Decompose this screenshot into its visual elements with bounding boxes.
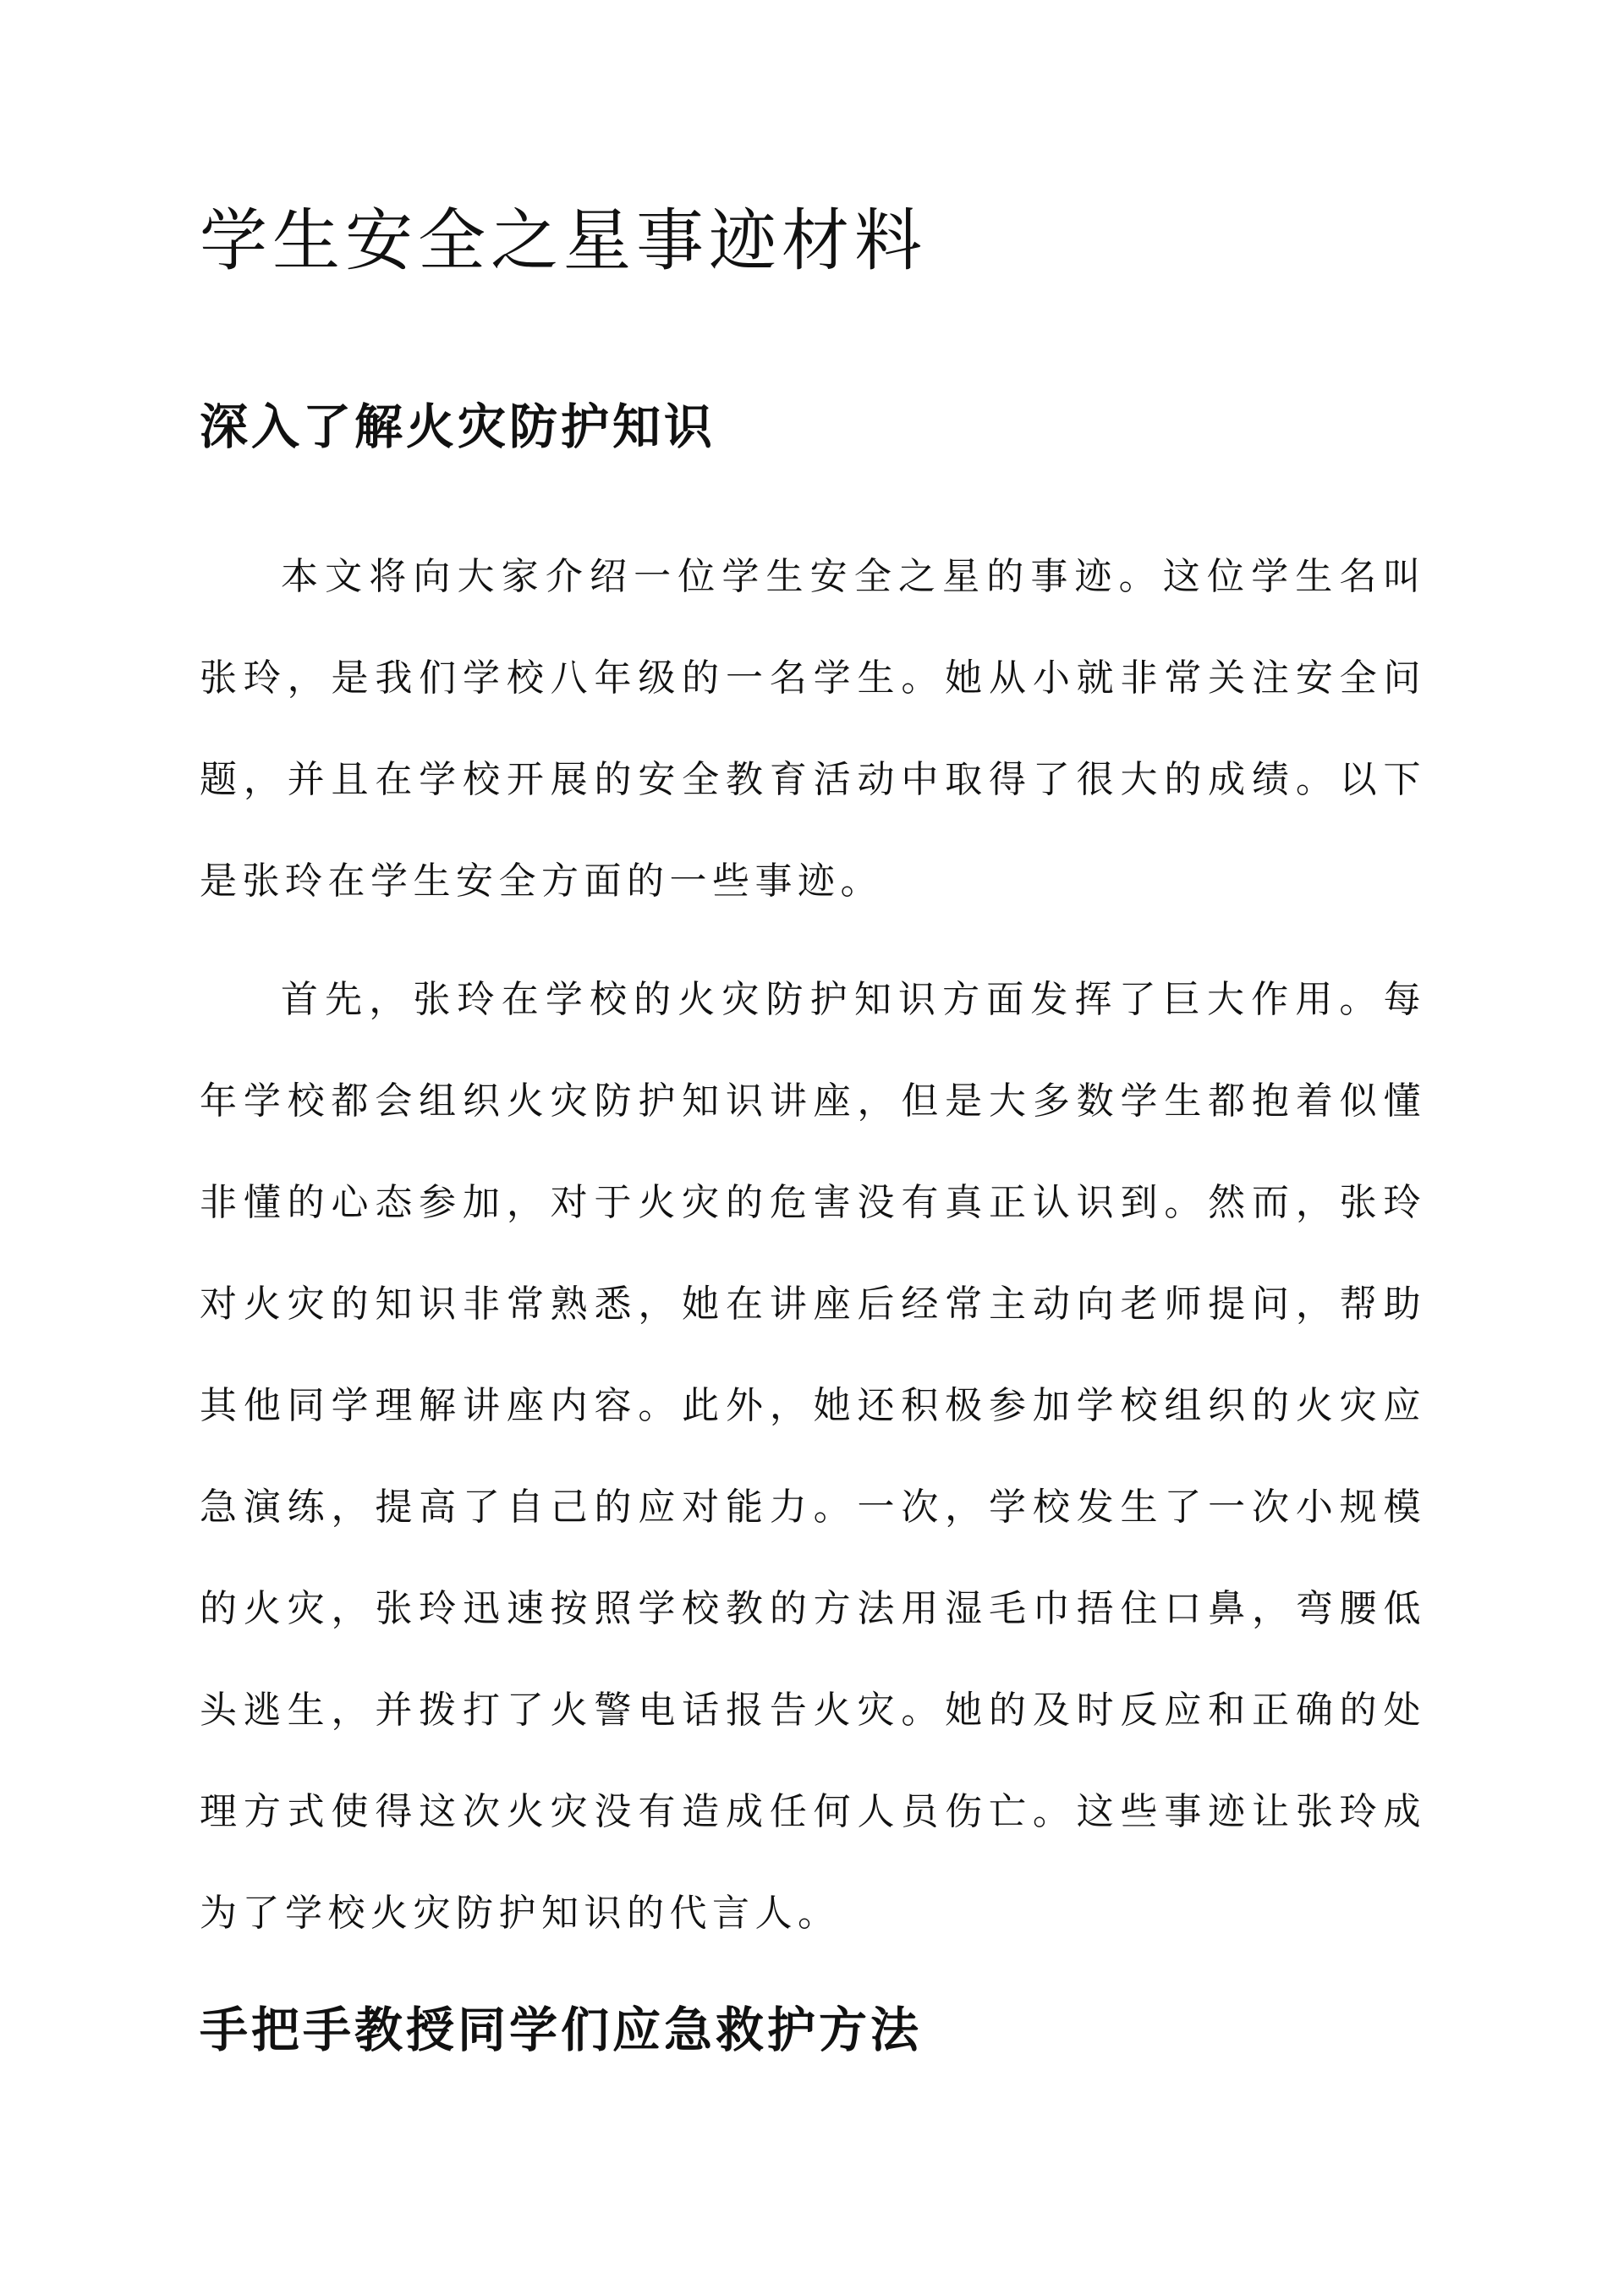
section-heading-fire-safety: 深入了解火灾防护知识 [200, 398, 716, 455]
paragraph-fire-protection-deeds: 首先，张玲在学校的火灾防护知识方面发挥了巨大作用。每年学校都会组织火灾防护知识讲座，但是大多数学生都抱着似懂非懂的心态参加，对于火灾的危害没有真正认识到。然而，张玲对火灾的知识非常熟悉，她在讲座后经常主动向老师提问，帮助其他同学理解讲座内容。此外，她还积极参加学校组织的火灾应急演练，提高了自己的应对能力。一次，学校发生了一次小规模的火灾，张玲迅速按照学校教的方法用湿毛巾捂住口鼻，弯腰低头逃生，并拨打了火警电话报告火灾。她的及时反应和正确的处理方式使得这次火灾没有造成任何人员伤亡。这些事迹让张玲成为了学校火灾防护知识的代言人。 [200, 978, 1426, 1935]
document-title: 学生安全之星事迹材料 [200, 201, 927, 280]
paragraph-introduction: 本文将向大家介绍一位学生安全之星的事迹。这位学生名叫张玲，是我们学校八年级的一名学生。她从小就非常关注安全问题，并且在学校开展的安全教育活动中取得了很大的成绩。以下是张玲在学生安全方面的一些事迹。 [200, 555, 1426, 903]
section-heading-first-aid: 手把手教授同学们应急救护方法 [200, 2002, 922, 2058]
